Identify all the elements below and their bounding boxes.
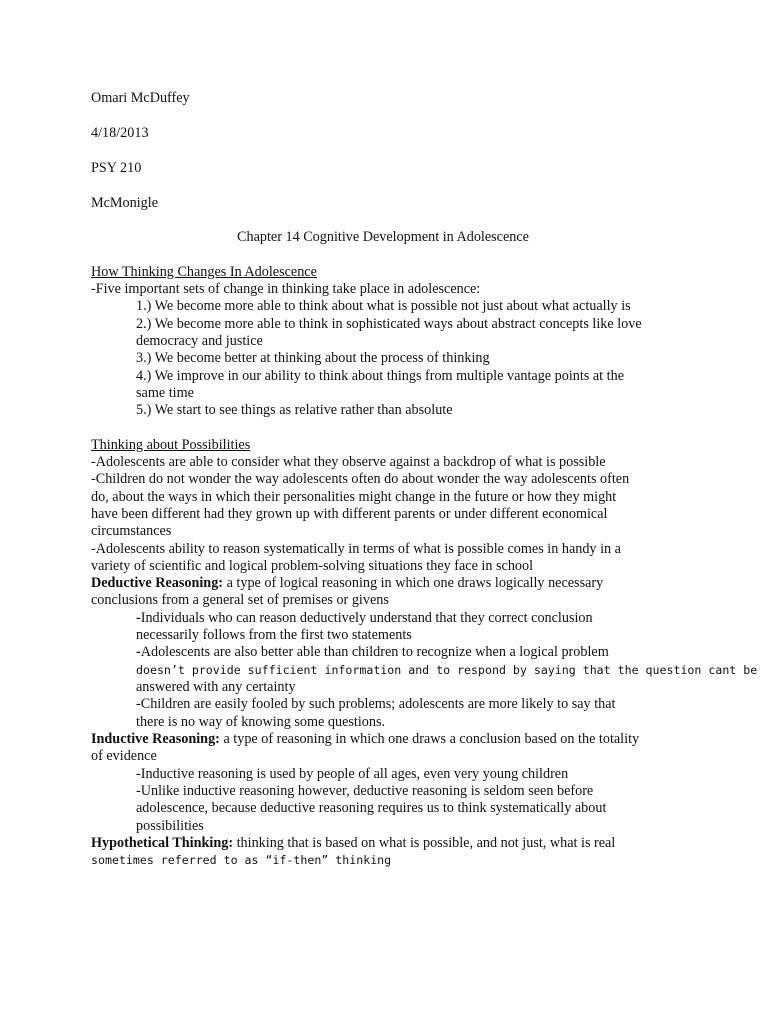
- bullet-line: doesn’t provide sufficient information and to respond by saying that the question cant be: [136, 663, 758, 677]
- list-item-5: 5.) We start to see things as relative rather than absolute: [136, 402, 453, 418]
- section-heading-possibilities: Thinking about Possibilities: [91, 437, 251, 453]
- document-date: 4/18/2013: [91, 125, 149, 141]
- list-item-2-cont: democracy and justice: [136, 333, 263, 349]
- paragraph-line: variety of scientific and logical problem-solving situations they face in school: [91, 558, 534, 574]
- dash-marker: -: [136, 610, 141, 626]
- section1-intro: -Five important sets of change in thinking take place in adolescence:: [91, 281, 481, 297]
- paragraph-line: sometimes referred to as “if-then” thinking: [91, 853, 392, 867]
- paragraph-line: circumstances: [91, 523, 172, 539]
- author-name: Omari McDuffey: [91, 90, 190, 106]
- bullet-line: possibilities: [136, 818, 204, 834]
- bullet-text: Individuals who can reason deductively understand that they correct conclusion: [140, 610, 593, 626]
- bullet-text: Adolescents are also better able than children to recognize when a logical problem: [140, 644, 609, 660]
- paragraph-line: -Adolescents ability to reason systematically in terms of what is possible comes in handy in a: [91, 541, 621, 557]
- bullet-line: -Inductive reasoning is used by people of all ages, even very young children: [136, 766, 569, 782]
- definition-deductive: [91, 575, 603, 592]
- paragraph-line: -Adolescents are able to consider what they observe against a backdrop of what is possible: [91, 454, 606, 470]
- dash-marker: -: [136, 644, 141, 660]
- term-hypothetical-thinking: Hypothetical Thinking:: [91, 835, 234, 851]
- list-item-4-cont: same time: [136, 385, 194, 401]
- section-heading-thinking-changes: How Thinking Changes In Adolescence: [91, 264, 317, 280]
- bullet-line: [136, 610, 593, 627]
- term-inductive-reasoning: Inductive Reasoning:: [91, 731, 220, 747]
- paragraph-line: of evidence: [91, 748, 157, 764]
- instructor-name: McMonigle: [91, 195, 158, 211]
- bullet-line: adolescence, because deductive reasoning requires us to think systematically about: [136, 800, 607, 816]
- bullet-line: there is no way of knowing some questions.: [136, 714, 386, 730]
- paragraph-line: do, about the ways in which their personalities might change in the future or how they might: [91, 489, 617, 505]
- bullet-line: [136, 644, 609, 661]
- bullet-line: answered with any certainty: [136, 679, 296, 695]
- paragraph-line: -Children do not wonder the way adolescents often do about wonder the way adolescents often: [91, 471, 630, 487]
- document-title-text: Chapter 14 Cognitive Development in Adolescence: [237, 229, 529, 245]
- list-item-1: 1.) We become more able to think about what is possible not just about what actually is: [136, 298, 631, 314]
- definition-hypothetical: [91, 835, 615, 852]
- list-item-3: 3.) We become better at thinking about the process of thinking: [136, 350, 490, 366]
- paragraph-line: conclusions from a general set of premises or givens: [91, 592, 389, 608]
- list-item-4: 4.) We improve in our ability to think about things from multiple vantage points at the: [136, 368, 624, 384]
- definition-inductive: [91, 731, 639, 748]
- bullet-line: -Unlike inductive reasoning however, deductive reasoning is seldom seen before: [136, 783, 594, 799]
- definition-text: thinking that is based on what is possible, and not just, what is real: [233, 835, 616, 851]
- term-deductive-reasoning: Deductive Reasoning:: [91, 575, 224, 591]
- definition-text: a type of reasoning in which one draws a conclusion based on the totality: [219, 731, 640, 747]
- bullet-line: necessarily follows from the first two statements: [136, 627, 412, 643]
- course-code: PSY 210: [91, 160, 142, 176]
- definition-text: a type of logical reasoning in which one draws logically necessary: [223, 575, 604, 591]
- bullet-line: -Children are easily fooled by such problems; adolescents are more likely to say that: [136, 696, 616, 712]
- document-title: [0, 229, 768, 246]
- paragraph-line: have been different had they grown up with different parents or under different economical: [91, 506, 608, 522]
- list-item-2: 2.) We become more able to think in sophisticated ways about abstract concepts like love: [136, 316, 642, 332]
